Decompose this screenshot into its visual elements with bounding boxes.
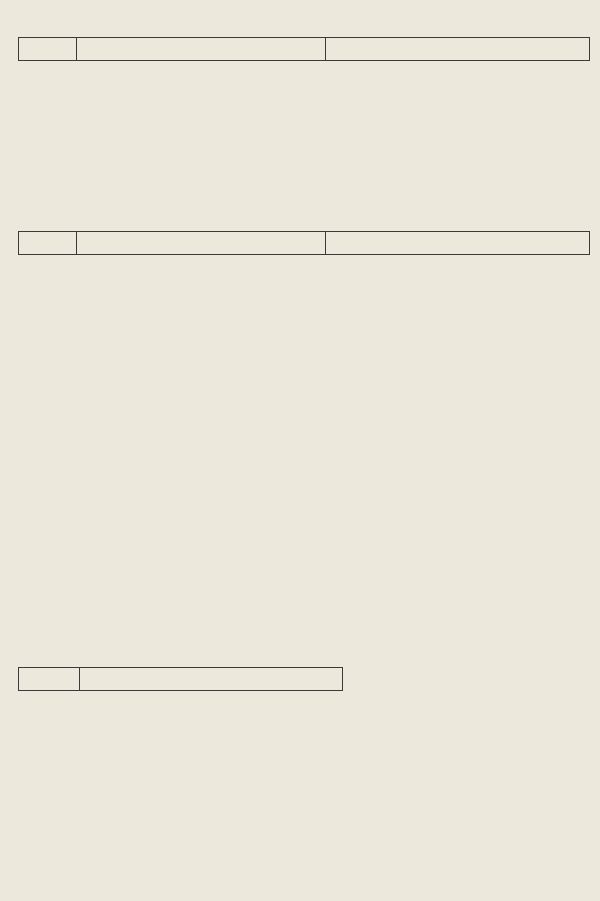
nominal-size-header	[19, 668, 80, 691]
table-class1500	[18, 667, 343, 691]
class300-header	[326, 38, 590, 61]
table-class150-class300	[18, 37, 590, 61]
table-class600-class900	[18, 231, 590, 255]
class600-header	[76, 232, 325, 255]
class1500-header	[80, 668, 343, 691]
class150-header	[76, 38, 325, 61]
class900-header	[326, 232, 590, 255]
nominal-size-header	[19, 232, 77, 255]
nominal-size-header	[19, 38, 77, 61]
